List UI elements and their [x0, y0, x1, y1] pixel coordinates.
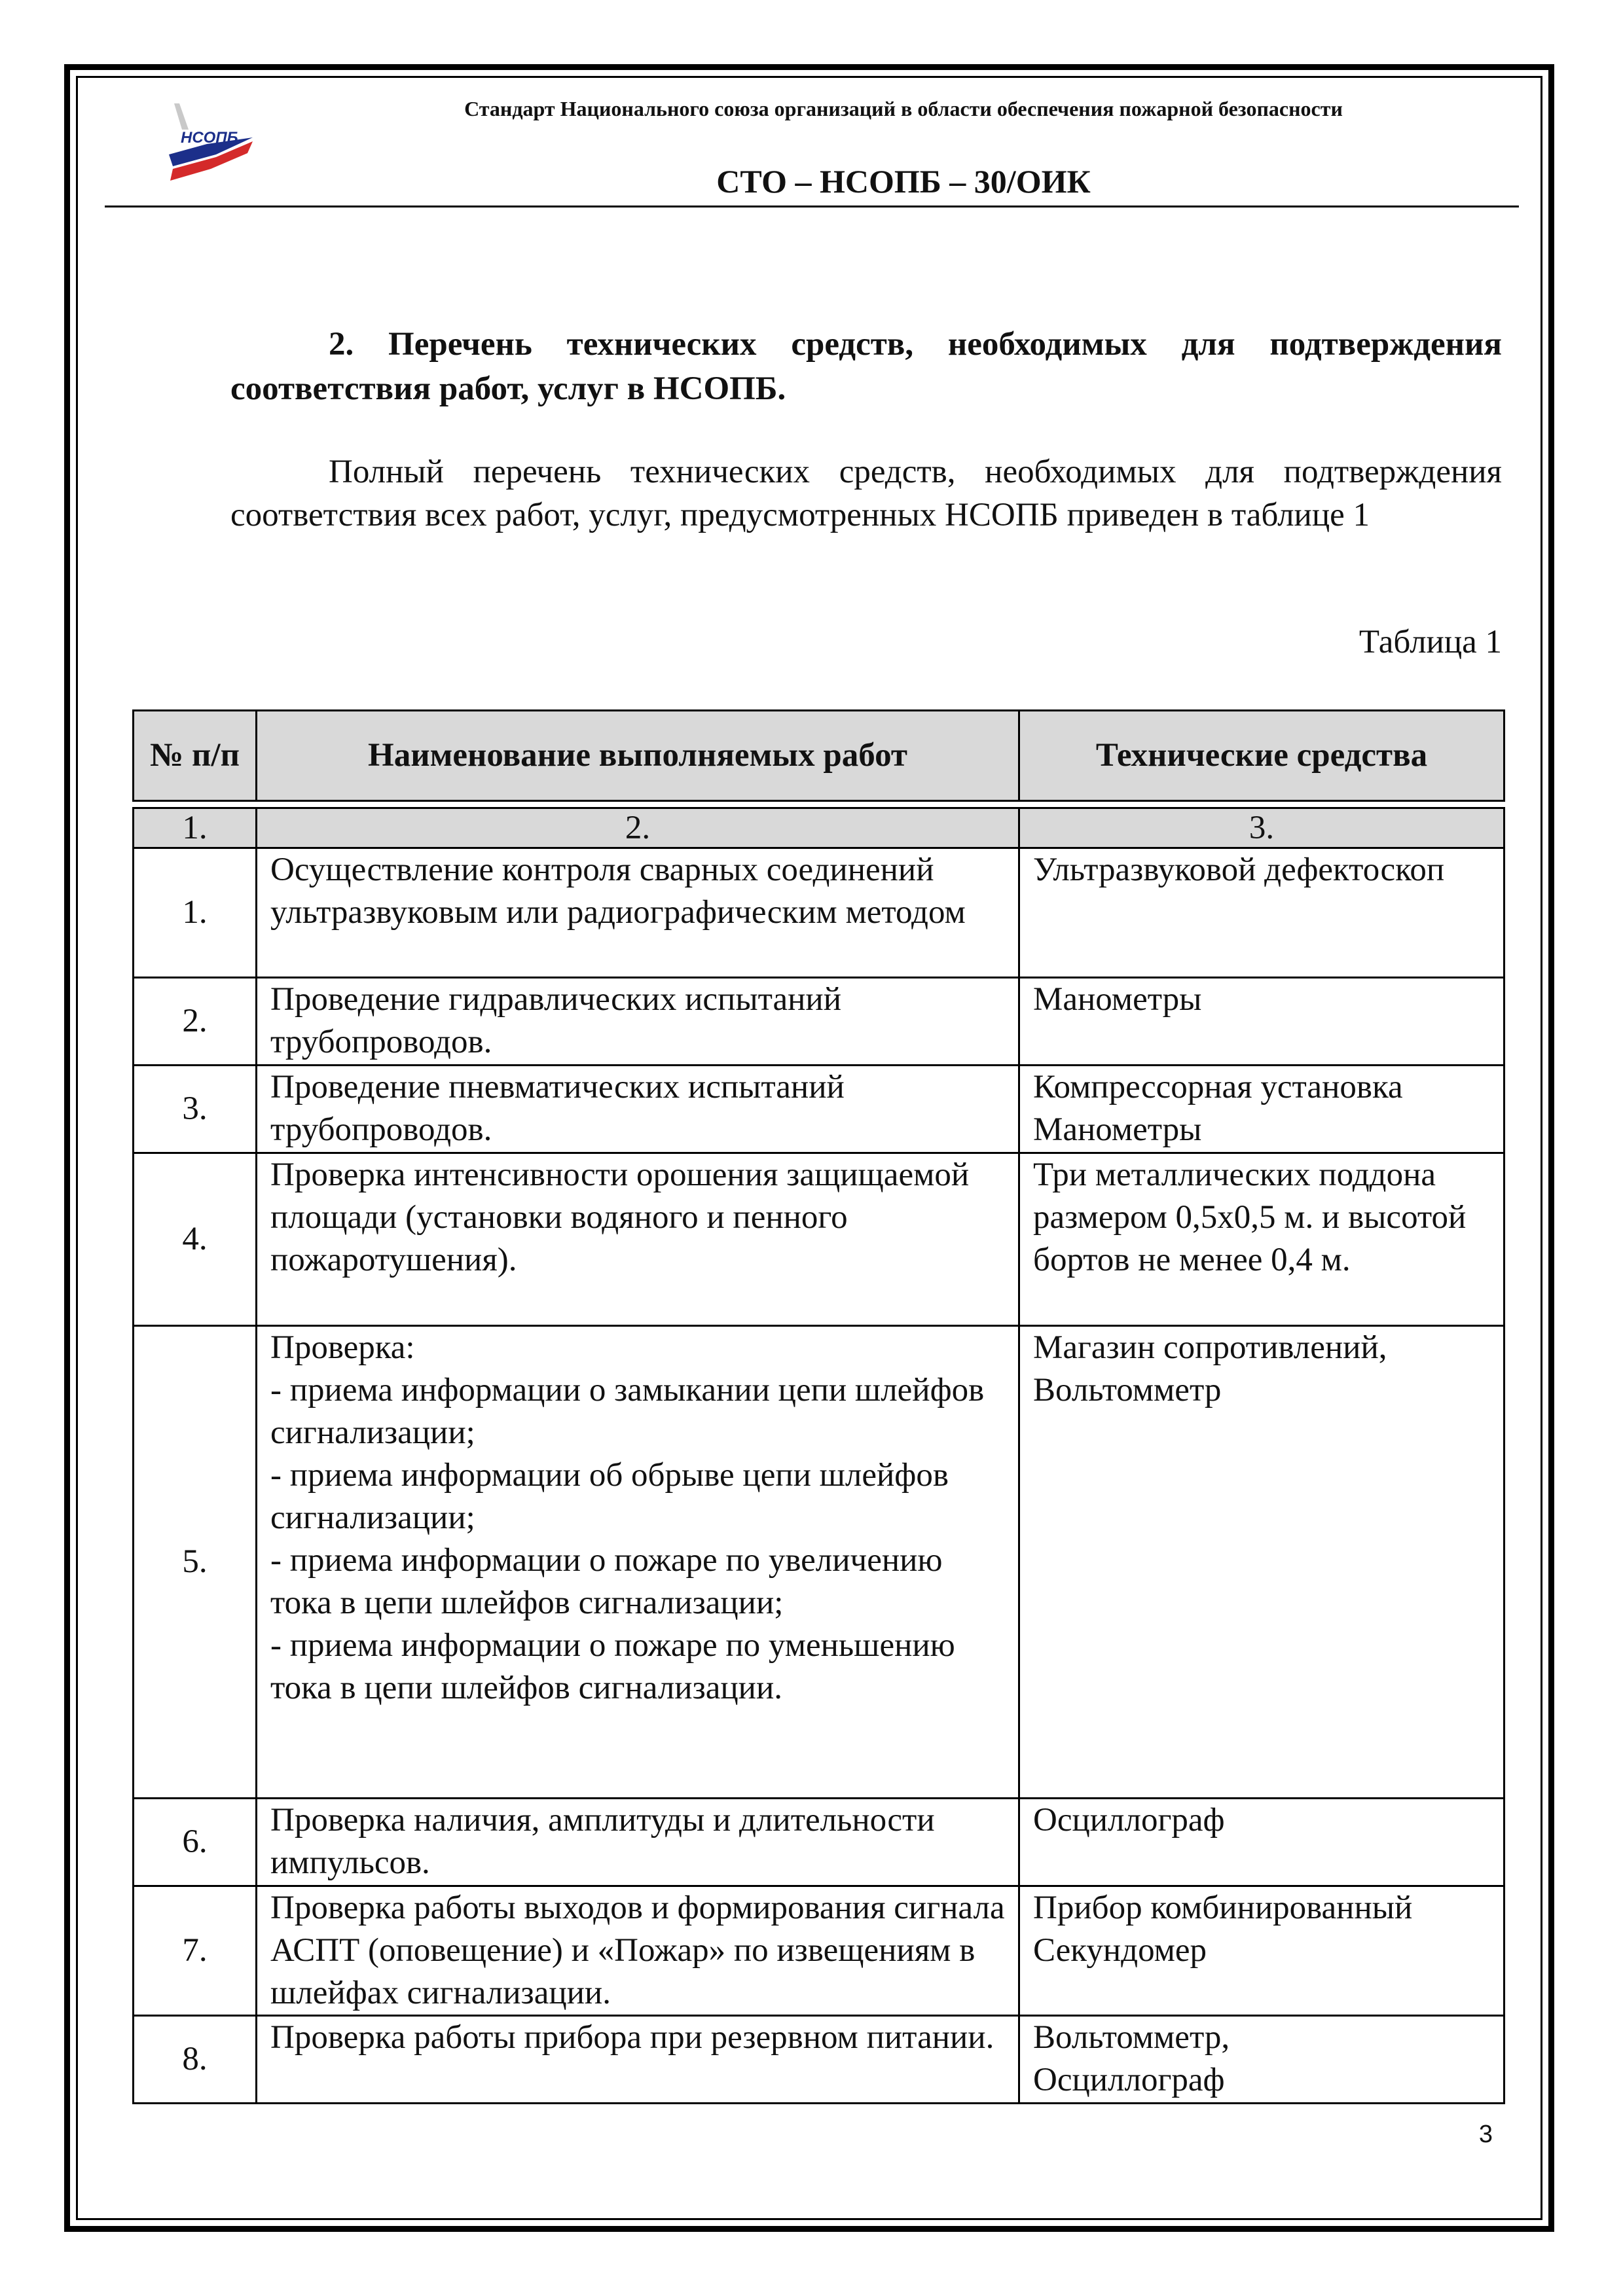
work-description: Проверка работы прибора при резервном питании. — [257, 2016, 1019, 2104]
header-tools: Технические средства — [1019, 711, 1504, 801]
column-number: 3. — [1019, 808, 1504, 848]
column-numbers-row — [134, 808, 1504, 848]
section-heading — [230, 322, 1502, 411]
work-description: Проведение пневматических испытаний трубопроводов. — [257, 1066, 1019, 1153]
table-row — [134, 1326, 1504, 1799]
intro-text: Полный перечень технических средств, необходимых для подтверждения соответствия всех работ, услуг, предусмотренных НСОПБ приведен в таблице 1 — [230, 454, 1502, 533]
standard-code: СТО – НСОПБ – 30/ОИК — [716, 163, 1091, 200]
row-number: 7. — [134, 1886, 257, 2016]
section-heading-text: 2. Перечень технических средств, необходимых для подтверждения соответствия работ, услуг в НСОПБ. — [230, 326, 1502, 407]
table-row — [134, 2016, 1504, 2104]
header-work: Наименование выполняемых работ — [257, 711, 1019, 801]
work-description: Проведение гидравлических испытаний трубопроводов. — [257, 978, 1019, 1066]
intro-paragraph — [230, 450, 1502, 537]
technical-means: Осциллограф — [1019, 1799, 1504, 1886]
row-number: 3. — [134, 1066, 257, 1153]
table-header-row — [134, 711, 1504, 801]
work-description: Осуществление контроля сварных соединений ультразвуковым или радиографическим методом — [257, 848, 1019, 978]
work-description: Проверка интенсивности орошения защищаемой площади (установки водяного и пенного пожаротушения). — [257, 1153, 1019, 1326]
row-number: 1. — [134, 848, 257, 978]
table-row — [134, 1153, 1504, 1326]
equipment-table — [132, 709, 1505, 2104]
row-number: 2. — [134, 978, 257, 1066]
technical-means: Ультразвуковой дефектоскоп — [1019, 848, 1504, 978]
work-description: Проверка наличия, амплитуды и длительности импульсов. — [257, 1799, 1019, 1886]
table-row — [134, 1066, 1504, 1153]
column-number: 2. — [257, 808, 1019, 848]
organization-name: Стандарт Национального союза организаций в области обеспечения пожарной безопасности — [464, 97, 1343, 120]
row-number: 6. — [134, 1799, 257, 1886]
technical-means: Компрессорная установка Манометры — [1019, 1066, 1504, 1153]
header-number: № п/п — [134, 711, 257, 801]
technical-means: Вольтомметр, Осциллограф — [1019, 2016, 1504, 2104]
work-description: Проверка: - приема информации о замыкании цепи шлейфов сигнализации; - приема информации об обрыве цепи шлейфов сигнализации; - приема информации о пожаре по увеличению тока в цепи шлейфов сигнализации; - приема информации о пожаре по уменьшению тока в цепи шлейфов сигнализации. — [257, 1326, 1019, 1799]
technical-means: Три металлических поддона размером 0,5х0,5 м. и высотой бортов не менее 0,4 м. — [1019, 1153, 1504, 1326]
header-divider — [105, 206, 1519, 207]
column-number: 1. — [134, 808, 257, 848]
work-description: Проверка работы выходов и формирования сигнала АСПТ (оповещение) и «Пожар» по извещениям в шлейфах сигнализации. — [257, 1886, 1019, 2016]
table-row — [134, 1799, 1504, 1886]
table-caption: Таблица 1 — [1359, 624, 1502, 660]
flag-logo-icon — [156, 103, 254, 188]
svg-text:НСОПБ: НСОПБ — [181, 129, 238, 147]
table-row — [134, 1886, 1504, 2016]
table-row — [134, 848, 1504, 978]
row-number: 5. — [134, 1326, 257, 1799]
table-row — [134, 978, 1504, 1066]
technical-means: Манометры — [1019, 978, 1504, 1066]
page-number: 3 — [1478, 2121, 1493, 2148]
row-number: 4. — [134, 1153, 257, 1326]
row-number: 8. — [134, 2016, 257, 2104]
technical-means: Магазин сопротивлений, Вольтомметр — [1019, 1326, 1504, 1799]
technical-means: Прибор комбинированный Секундомер — [1019, 1886, 1504, 2016]
nsopb-logo — [156, 103, 254, 188]
